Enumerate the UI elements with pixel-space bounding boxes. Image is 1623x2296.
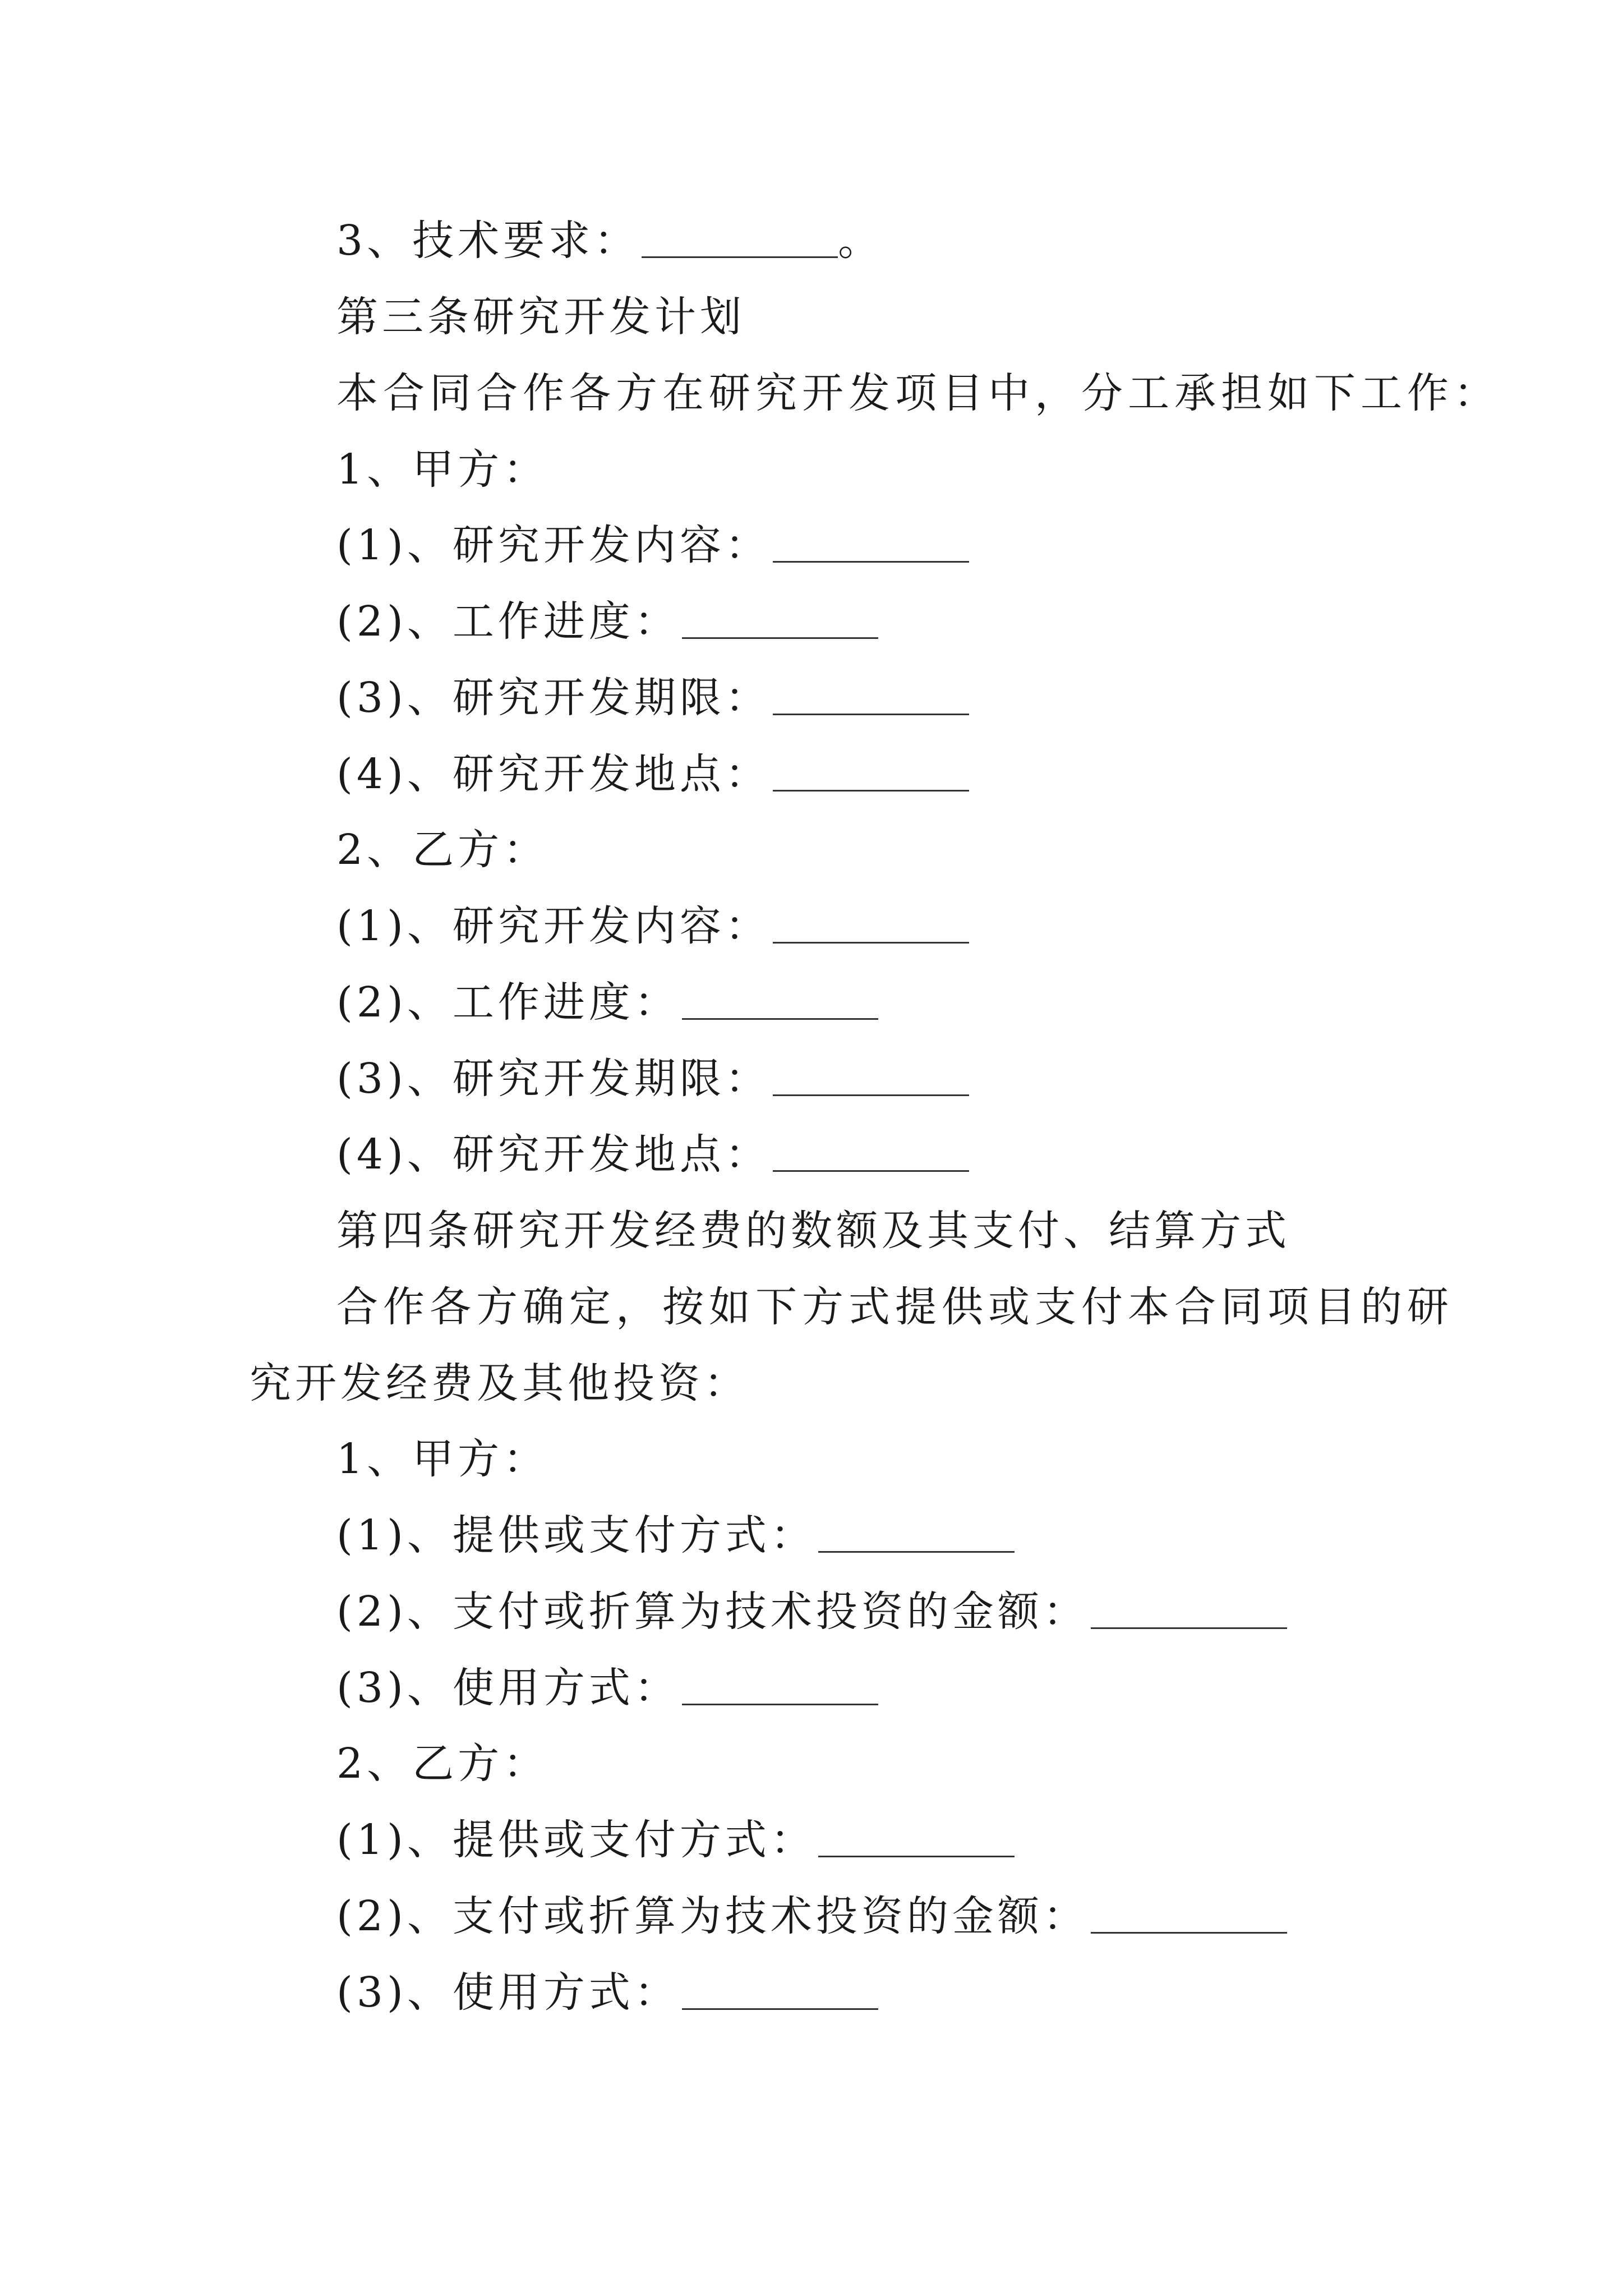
tech-requirement-line bbox=[336, 217, 884, 265]
fill-blank bbox=[773, 561, 969, 563]
fill-blank bbox=[1091, 1627, 1287, 1629]
field-label: (1)、研究开发内容： bbox=[336, 521, 771, 569]
party-a-usage-line bbox=[336, 1664, 878, 1712]
field-label: (3)、使用方式： bbox=[336, 1664, 680, 1712]
field-label: (1)、提供或支付方式： bbox=[336, 1511, 816, 1559]
field-label: (2)、支付或折算为技术投资的金额： bbox=[336, 1588, 1089, 1636]
fill-blank bbox=[773, 1094, 969, 1096]
article-4-intro-line-1: 合作各方确定，按如下方式提供或支付本合同项目的研 bbox=[336, 1283, 1454, 1331]
article-4-title: 第四条研究开发经费的数额及其支付、结算方式 bbox=[336, 1207, 1290, 1255]
field-label: (2)、支付或折算为技术投资的金额： bbox=[336, 1892, 1089, 1940]
field-label: (3)、研究开发期限： bbox=[336, 1055, 771, 1103]
party-a-content-line bbox=[336, 521, 969, 569]
field-label: (1)、提供或支付方式： bbox=[336, 1816, 816, 1864]
fill-blank bbox=[773, 714, 969, 715]
field-label: (4)、研究开发地点： bbox=[336, 1130, 771, 1179]
article-3-title: 第三条研究开发计划 bbox=[336, 293, 745, 341]
fill-blank bbox=[682, 1704, 878, 1705]
field-label: (3)、使用方式： bbox=[336, 1968, 680, 2017]
party-b-period-line bbox=[336, 1055, 969, 1103]
field-label: (3)、研究开发期限： bbox=[336, 674, 771, 722]
party-a-period-line bbox=[336, 674, 969, 722]
fill-blank bbox=[773, 790, 969, 792]
party-b-funding-heading: 2、乙方： bbox=[336, 1740, 549, 1788]
fill-blank bbox=[682, 1018, 878, 1020]
fill-blank bbox=[1091, 1932, 1287, 1934]
field-label: (4)、研究开发地点： bbox=[336, 750, 771, 798]
field-label: (2)、工作进度： bbox=[336, 978, 680, 1027]
fill-blank bbox=[682, 2008, 878, 2010]
party-b-usage-line bbox=[336, 1968, 878, 2017]
fill-blank bbox=[818, 1856, 1015, 1857]
party-a-funding-heading: 1、甲方： bbox=[336, 1435, 549, 1483]
party-a-progress-line bbox=[336, 597, 878, 646]
article-4-intro-line-2: 究开发经费及其他投资： bbox=[250, 1359, 749, 1407]
party-b-amount-line bbox=[336, 1892, 1287, 1940]
fill-blank bbox=[818, 1551, 1015, 1553]
party-a-heading: 1、甲方： bbox=[336, 445, 549, 494]
sentence-end: 。 bbox=[838, 217, 884, 265]
party-b-payment-method-line bbox=[336, 1816, 1015, 1864]
party-a-amount-line bbox=[336, 1588, 1287, 1636]
fill-blank bbox=[773, 942, 969, 944]
field-label: (2)、工作进度： bbox=[336, 597, 680, 646]
fill-blank bbox=[642, 256, 838, 258]
article-3-intro: 本合同合作各方在研究开发项目中，分工承担如下工作： bbox=[336, 369, 1500, 417]
party-b-place-line bbox=[336, 1130, 969, 1179]
party-b-content-line bbox=[336, 902, 969, 950]
party-a-payment-method-line bbox=[336, 1511, 1015, 1559]
party-a-place-line bbox=[336, 750, 969, 798]
tech-requirement-label: 3、技术要求： bbox=[336, 217, 640, 265]
field-label: (1)、研究开发内容： bbox=[336, 902, 771, 950]
fill-blank bbox=[682, 637, 878, 639]
party-b-progress-line bbox=[336, 978, 878, 1027]
fill-blank bbox=[773, 1170, 969, 1172]
party-b-heading: 2、乙方： bbox=[336, 826, 549, 874]
